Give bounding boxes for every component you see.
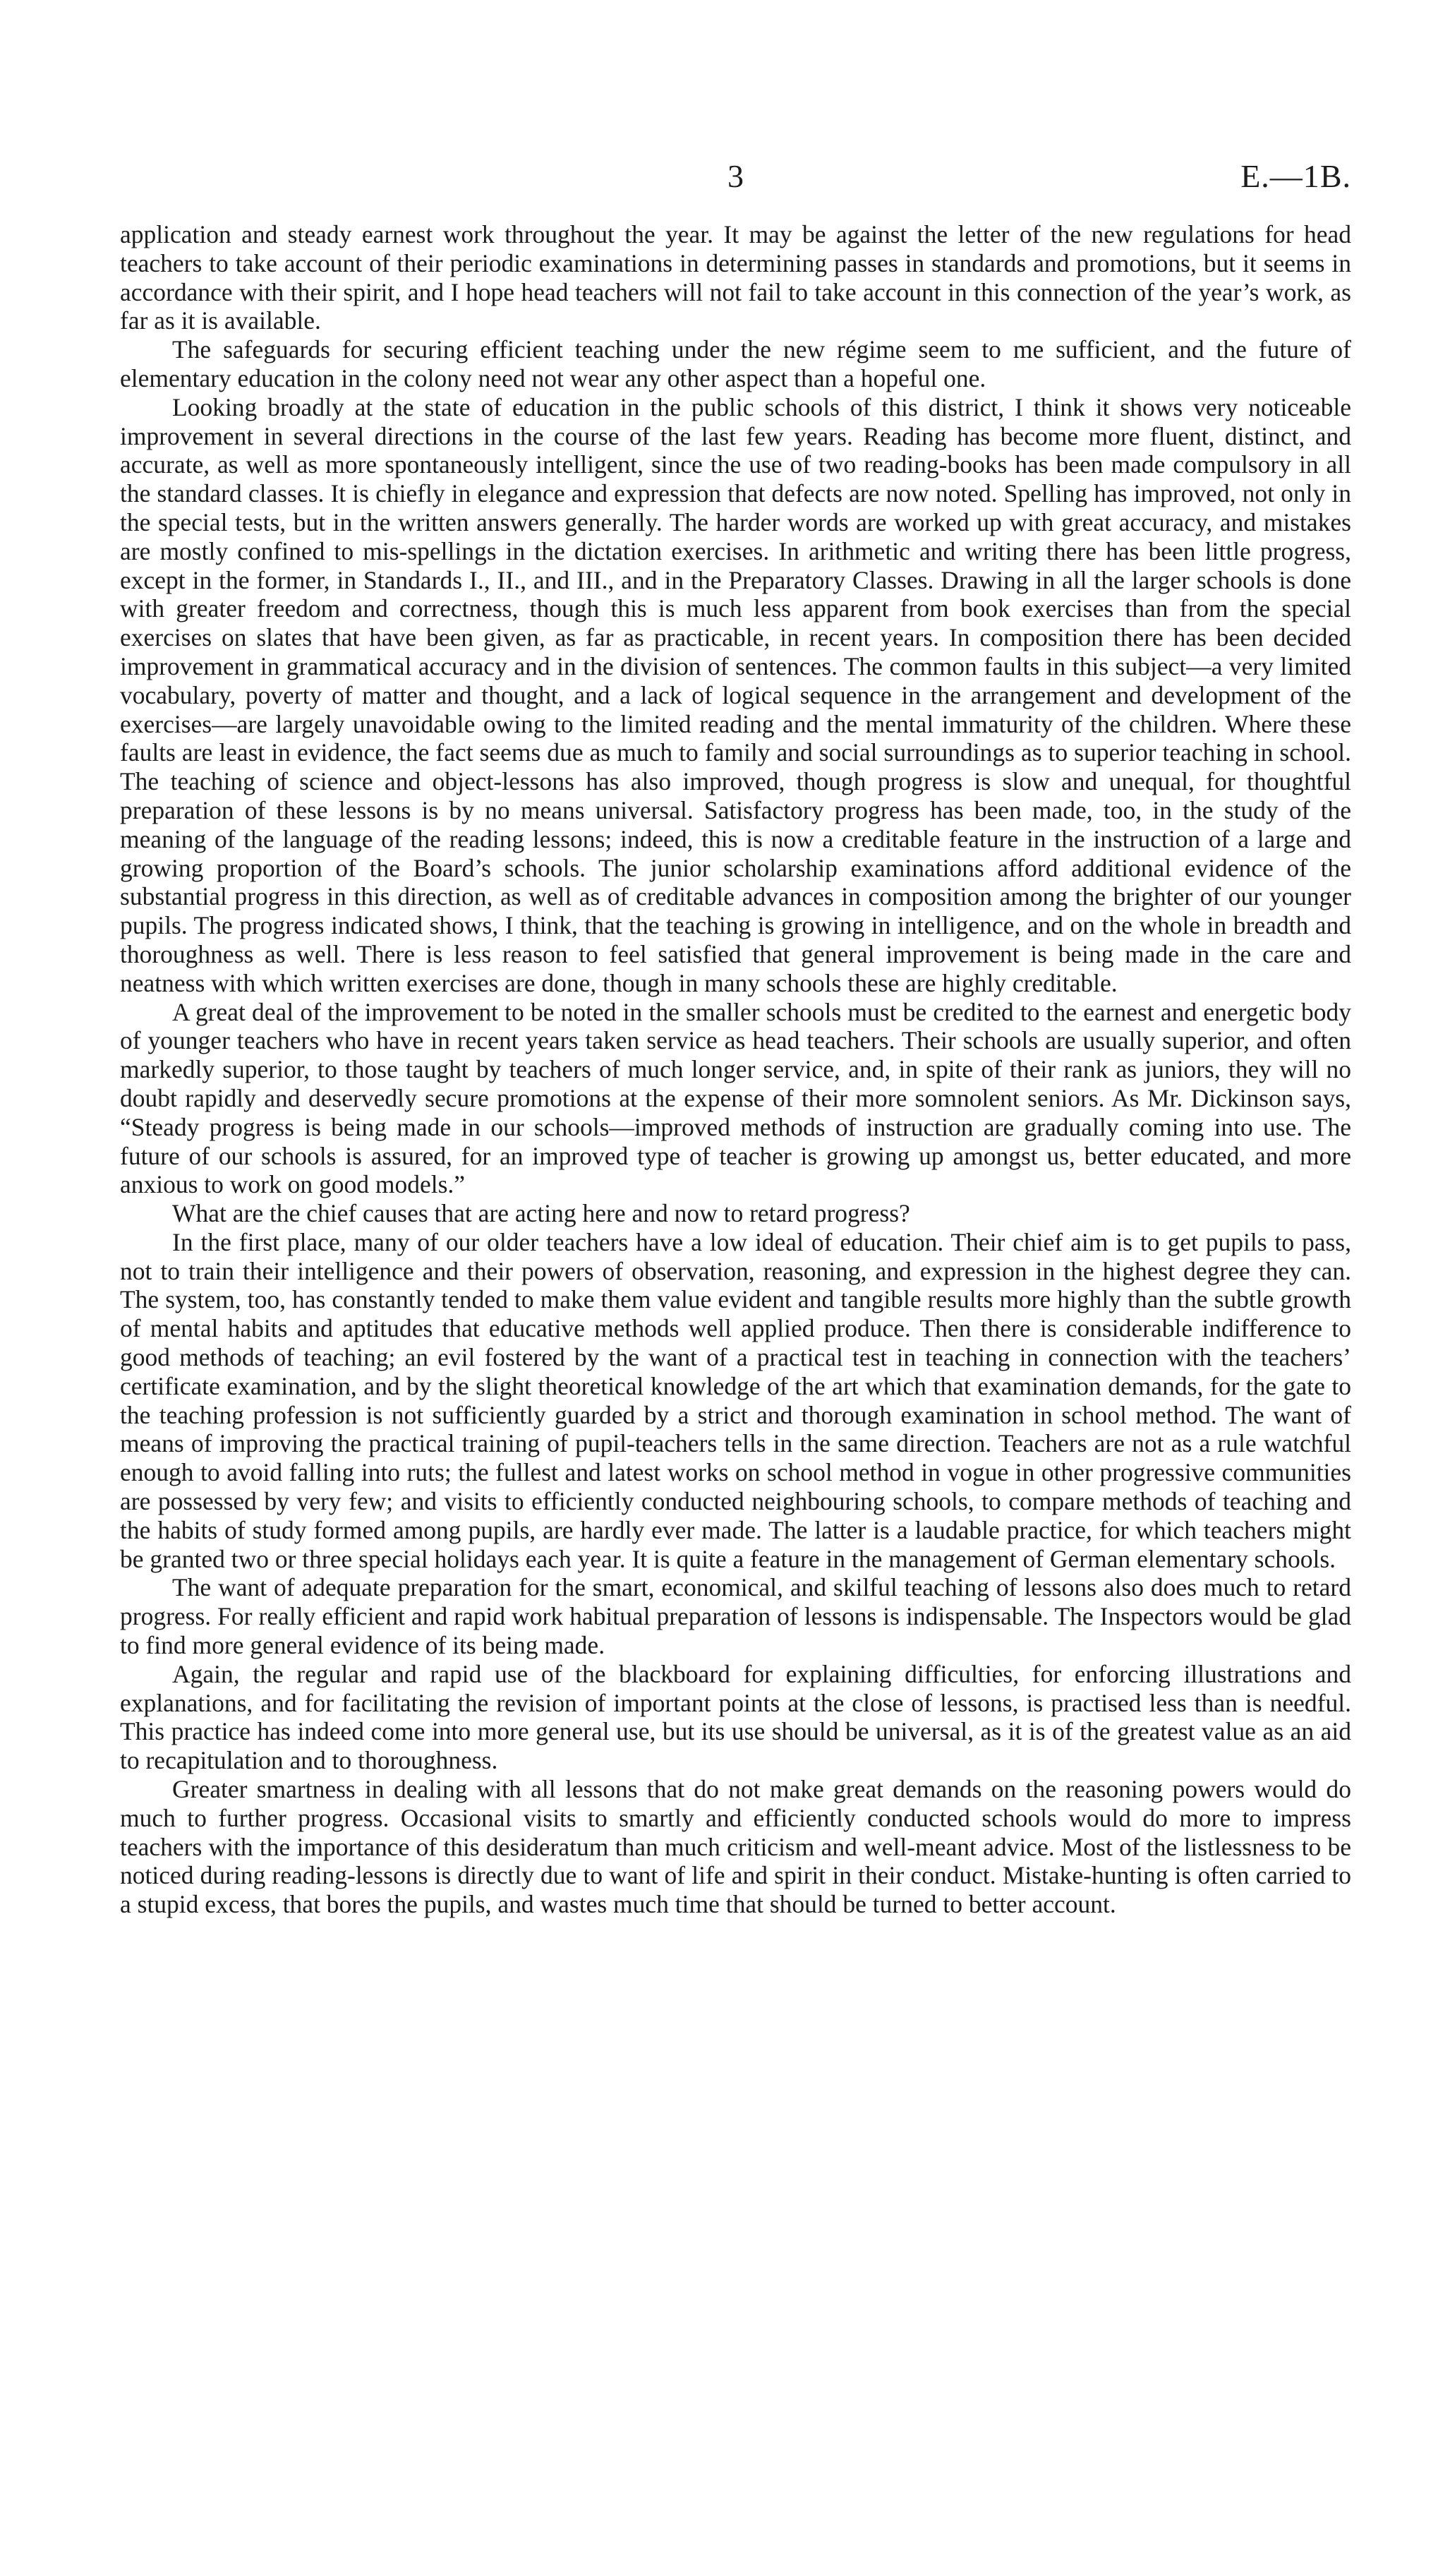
paragraph-safeguards: The safeguards for securing efficient teaching under the new régime seem to me sufficient, and the future of elementary education in the colony need not wear any other aspect than a hopeful one. — [120, 335, 1351, 392]
paragraph-younger-teachers: A great deal of the improvement to be noted in the smaller schools must be credited to the earnest and energetic body of younger teachers who have in recent years taken service as head teachers. Their schools are usually superior, and often markedly superior, to those taught by teachers of much longer service, and, in spite of their rank as juniors, they will no doubt rapidly and deservedly secure promotions at the expense of their more somnolent seniors. As Mr. Dickinson says, “Steady progress is being made in our schools—improved methods of instruction are gradually coming into use. The future of our schools is assured, for an improved type of teacher is growing up amongst us, better educated, and more anxious to work on good models.” — [120, 997, 1351, 1199]
paragraph-state-of-education: Looking broadly at the state of education in the public schools of this district, I think it shows very noticeable improvement in several directions in the course of the last few years. Reading has become more fluent, distinct, and accurate, as well as more spontaneously intelligent, since the use of two reading-books has been made compulsory in all the standard classes. It is chiefly in elegance and expression that defects are now noted. Spelling has improved, not only in the special tests, but in the written answers generally. The harder words are worked up with great accuracy, and mistakes are mostly confined to mis-spellings in the dictation exercises. In arithmetic and writing there has been little progress, except in the former, in Standards I., II., and III., and in the Preparatory Classes. Drawing in all the larger schools is done with greater freedom and correctness, though this is much less apparent from book exercises than from the special exercises on slates that have been given, as far as practicable, in recent years. In composition there has been decided improvement in grammatical accuracy and in the division of sentences. The common faults in this subject—a very limited vocabulary, poverty of matter and thought, and a lack of logical sequence in the arrangement and development of the exercises—are largely unavoidable owing to the limited reading and the mental immaturity of the children. Where these faults are least in evidence, the fact seems due as much to family and social surroundings as to superior teaching in school. The teaching of science and object-lessons has also improved, though progress is slow and unequal, for thoughtful preparation of these lessons is by no means universal. Satisfactory progress has been made, too, in the study of the meaning of the language of the reading lessons; indeed, this is now a creditable feature in the instruction of a large and growing proportion of the Board’s schools. The junior scholarship examinations afford additional evidence of the substantial progress in this direction, as well as of creditable advances in composition among the brighter of our younger pupils. The progress indicated shows, I think, that the teaching is growing in intelligence, and on the whole in breadth and thoroughness as well. There is less reason to feel satisfied that general improvement is being made in the care and neatness with which written exercises are done, though in many schools these are highly creditable. — [120, 392, 1351, 997]
paragraph-smartness: Greater smartness in dealing with all lessons that do not make great demands on the reasoning powers would do much to further progress. Occasional visits to smartly and efficiently conducted schools would do more to impress teachers with the importance of this desideratum than much criticism and well-meant advice. Most of the listlessness to be noticed during reading-lessons is directly due to want of life and spirit in their conduct. Mistake-hunting is often carried to a stupid excess, that bores the pupils, and wastes much time that should be turned to better account. — [120, 1775, 1351, 1919]
report-code-prefix: E.—1 — [1240, 158, 1320, 194]
paragraph-preparation: The want of adequate preparation for the smart, economical, and skilful teaching of lessons also does much to retard progress. For really efficient and rapid work habitual preparation of lessons is indispensable. The Inspectors would be glad to find more general evidence of its being made. — [120, 1573, 1351, 1660]
paragraph-blackboard: Again, the regular and rapid use of the blackboard for explaining difficulties, for enforcing illustrations and explanations, and for facilitating the revision of important points at the close of lessons, is practised less than is needful. This practice has indeed come into more general use, but its use should be universal, as it is of the greatest value as an aid to recapitulation and to thoroughness. — [120, 1659, 1351, 1775]
page-header — [120, 155, 1351, 198]
paragraph-continuation: application and steady earnest work throughout the year. It may be against the letter of the new regulations for head teachers to take account of their periodic examinations in determining passes in standards and promotions, but it seems in accordance with their spirit, and I hope head teachers will not fail to take account in this connection of the year’s work, as far as it is available. — [120, 220, 1351, 335]
report-code-suffix: B. — [1319, 158, 1351, 194]
page-number: 3 — [727, 158, 744, 194]
paragraph-older-teachers: In the first place, many of our older teachers have a low ideal of education. Their chief aim is to get pupils to pass, not to train their intelligence and their powers of observation, reasoning, and expression in the highest degree they can. The system, too, has constantly tended to make them value evident and tangible results more highly than the subtle growth of mental habits and aptitudes that educative methods well applied produce. Then there is considerable indifference to good methods of teaching; an evil fostered by the want of a practical test in teaching in connection with the teachers’ certificate examination, and by the slight theoretical knowledge of the art which that examination demands, for the gate to the teaching profession is not sufficiently guarded by a strict and thorough examination in school method. The want of means of improving the practical training of pupil-teachers tells in the same direction. Teachers are not as a rule watchful enough to avoid falling into ruts; the fullest and latest works on school method in vogue in other progressive communities are possessed by very few; and visits to efficiently conducted neighbouring schools, to compare methods of teaching and the habits of study formed among pupils, are hardly ever made. The latter is a laudable practice, for which teachers might be granted two or three special holidays each year. It is quite a feature in the management of German elementary schools. — [120, 1227, 1351, 1573]
paragraph-question: What are the chief causes that are acting here and now to retard progress? — [172, 1199, 910, 1228]
body-text — [120, 220, 1351, 1919]
report-code — [1240, 155, 1351, 198]
